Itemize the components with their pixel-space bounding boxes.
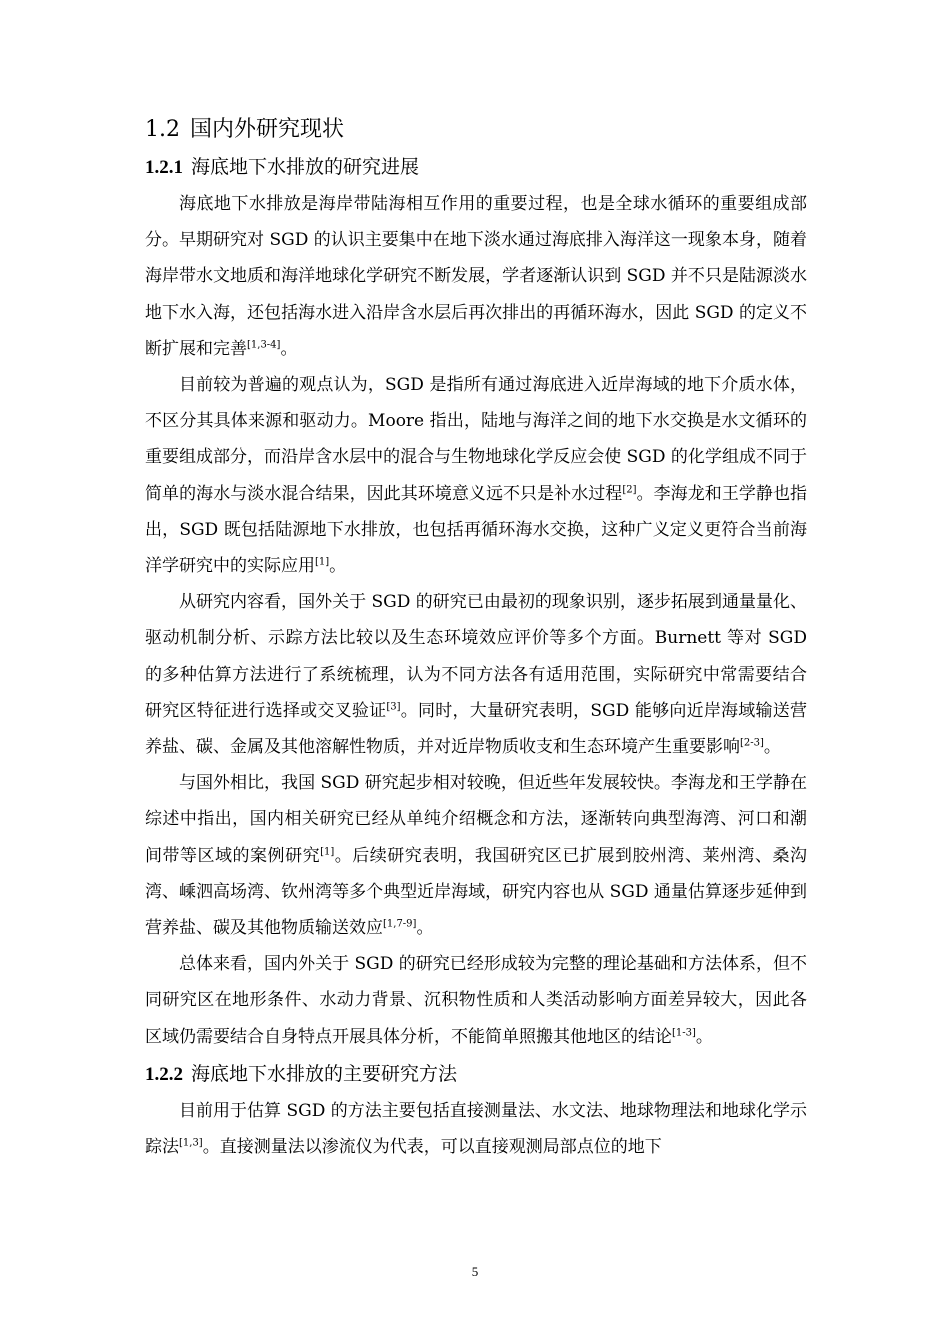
paragraph-text: 。 bbox=[763, 737, 781, 758]
paragraph-text: 。同时，大量研究表明，SGD 能够向近岸海域输送营养盐、碳、金属及其他溶解性物质，并对近岸物质收支和生态环境产生重要影响 bbox=[145, 700, 808, 758]
paragraph-text: 。李海龙和王学静也指出，SGD 既包括陆源地下水排放，也包括再循环海水交换，这种广义定义更符合当前海洋学研究中的实际应用 bbox=[145, 483, 808, 577]
subsection-body-1 bbox=[145, 186, 807, 1055]
citation-superscript: [1] bbox=[315, 556, 330, 568]
paragraph bbox=[145, 765, 807, 946]
paragraph-text: 总体来看，国内外关于 SGD 的研究已经形成较为完整的理论基础和方法体系，但不同研究区在地形条件、水动力背景、沉积物性质和人类活动影响方面差异较大，因此各区域仍需要结合自身特点开展具体分析，不能简单照搬其他地区的结论 bbox=[145, 954, 807, 1047]
paragraph-text: 目前用于估算 SGD 的方法主要包括直接测量法、水文法、地球物理法和地球化学示踪法 bbox=[145, 1100, 807, 1158]
section-title: 国内外研究现状 bbox=[190, 117, 345, 142]
subsection-body-2 bbox=[145, 1093, 807, 1165]
citation-superscript: [3] bbox=[386, 701, 401, 713]
paragraph-text: 与国外相比，我国 SGD 研究起步相对较晚，但近些年发展较快。李海龙和王学静在综述中指出，国内相关研究已经从单纯介绍概念和方法，逐渐转向典型海湾、河口和潮间带等区域的案例研究 bbox=[145, 773, 807, 866]
paragraph bbox=[145, 186, 807, 367]
subsection-title: 海底地下水排放的研究进展 bbox=[191, 156, 420, 178]
paragraph-text: 从研究内容看，国外关于 SGD 的研究已由最初的现象识别，逐步拓展到通量量化、驱动机制分析、示踪方法比较以及生态环境效应评价等多个方面。Burnett 等对 SGD 的多种估算方法进行了系统梳理，认为不同方法各有适用范围，实际研究中常需要结合研究区特征进行选择或交叉验证 bbox=[145, 592, 807, 721]
page-body bbox=[145, 112, 807, 1165]
paragraph bbox=[145, 584, 807, 765]
citation-superscript: [1,3-4] bbox=[247, 339, 281, 351]
paragraph-text: 。 bbox=[695, 1026, 713, 1047]
subsection-title: 海底地下水排放的主要研究方法 bbox=[191, 1062, 458, 1085]
paragraph bbox=[145, 1093, 807, 1165]
section-heading bbox=[145, 112, 807, 148]
page-number: 5 bbox=[471, 1264, 479, 1279]
citation-superscript: [1-3] bbox=[672, 1027, 696, 1039]
subsection-number: 1.2.2 bbox=[145, 1063, 183, 1085]
subsection-heading-1 bbox=[145, 148, 807, 186]
paragraph bbox=[145, 367, 807, 584]
paragraph-text: 目前较为普遍的观点认为，SGD 是指所有通过海底进入近岸海域的地下介质水体，不区分其具体来源和驱动力。Moore 指出，陆地与海洋之间的地下水交换是水文循环的重要组成部分，而沿岸含水层中的混合与生物地球化学反应会使 SGD 的化学组成不同于简单的海水与淡水混合结果，因此其环境意义远不只是补水过程 bbox=[145, 375, 807, 504]
section-number: 1.2 bbox=[145, 117, 180, 142]
citation-superscript: [1,3] bbox=[179, 1137, 203, 1149]
paragraph-text: 。后续研究表明，我国研究区已扩展到胶州湾、莱州湾、桑沟湾、嵊泗高场湾、钦州湾等多个典型近岸海域，研究内容也从 SGD 通量估算逐步延伸到营养盐、碳及其他物质输送效应 bbox=[145, 845, 808, 939]
subsection-number: 1.2.1 bbox=[145, 157, 183, 178]
paragraph-text: 。直接测量法以渗流仪为代表，可以直接观测局部点位的地下 bbox=[202, 1137, 662, 1158]
citation-superscript: [2] bbox=[622, 483, 637, 495]
citation-superscript: [1] bbox=[320, 846, 335, 857]
paragraph bbox=[145, 946, 807, 1055]
paragraph-text: 。 bbox=[280, 338, 298, 359]
paragraph-text: 。 bbox=[329, 556, 347, 577]
paragraph-text: 海底地下水排放是海岸带陆海相互作用的重要过程，也是全球水循环的重要组成部分。早期研究对 SGD 的认识主要集中在地下淡水通过海底排入海洋这一现象本身，随着海岸带水文地质和海洋地球化学研究不断发展，学者逐渐认识到 SGD 并不只是陆源淡水地下水入海，还包括海水进入沿岸含水层后再次排出的再循环海水，因此 SGD 的定义不断扩展和完善 bbox=[145, 194, 807, 359]
citation-superscript: [2-3] bbox=[740, 737, 764, 749]
paragraph-text: 。 bbox=[416, 918, 434, 939]
subsection-heading-2 bbox=[145, 1055, 807, 1093]
citation-superscript: [1,7-9] bbox=[383, 918, 417, 930]
